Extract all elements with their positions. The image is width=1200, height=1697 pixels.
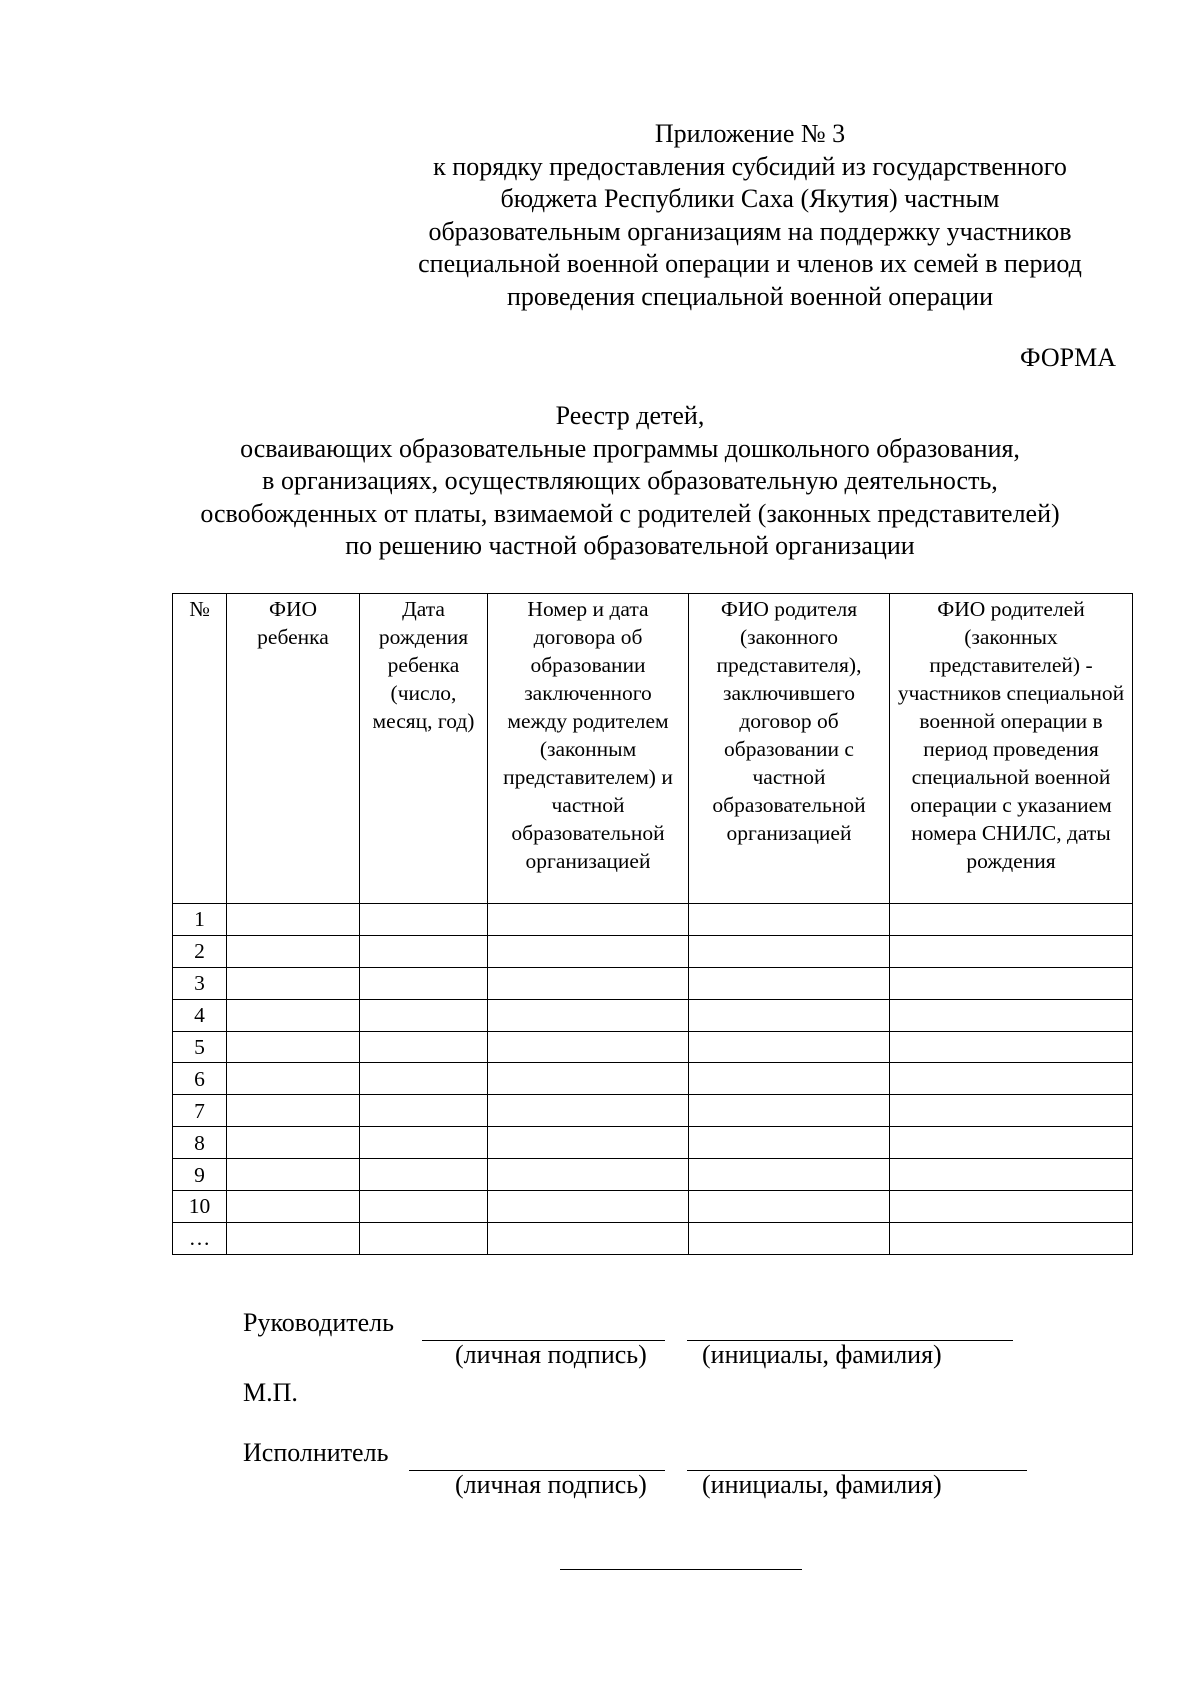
- table-row: [173, 1159, 1133, 1191]
- table-cell[interactable]: [360, 904, 488, 936]
- table-row: [173, 1222, 1133, 1254]
- table-cell[interactable]: [360, 1095, 488, 1127]
- table-cell[interactable]: [689, 1127, 890, 1159]
- header-parent-name: ФИО родителя (законного представителя), заключившего договор об образовании с частной образовательной организацией: [689, 594, 890, 904]
- table-cell[interactable]: [890, 967, 1133, 999]
- table-cell[interactable]: [360, 1191, 488, 1223]
- table-cell[interactable]: [890, 1095, 1133, 1127]
- table-cell[interactable]: [488, 1095, 689, 1127]
- table-cell[interactable]: [360, 1031, 488, 1063]
- table-row: [173, 967, 1133, 999]
- table-cell[interactable]: [890, 1191, 1133, 1223]
- table-cell[interactable]: [890, 1222, 1133, 1254]
- table-row: [173, 999, 1133, 1031]
- table-cell[interactable]: [890, 1031, 1133, 1063]
- closing-line: [560, 1569, 802, 1570]
- row-number: 10: [173, 1191, 227, 1223]
- table-cell[interactable]: [890, 1159, 1133, 1191]
- table-cell[interactable]: [488, 1159, 689, 1191]
- table-row: [173, 1127, 1133, 1159]
- table-cell[interactable]: [227, 1095, 360, 1127]
- registry-title-line: по решению частной образовательной организации: [345, 531, 915, 560]
- head-signature-caption: (личная подпись): [455, 1340, 647, 1369]
- appendix-line: проведения специальной военной операции: [507, 281, 993, 311]
- executor-label: Исполнитель: [243, 1438, 389, 1467]
- table-row: [173, 935, 1133, 967]
- header-child-name: ФИО ребенка: [227, 594, 360, 904]
- row-number: 8: [173, 1127, 227, 1159]
- header-contract: Номер и дата договора об образовании заключенного между родителем (законным представителем) и частной образовательной организацией: [488, 594, 689, 904]
- table-cell[interactable]: [689, 935, 890, 967]
- table-row: [173, 1031, 1133, 1063]
- row-number: 3: [173, 967, 227, 999]
- table-cell[interactable]: [890, 1063, 1133, 1095]
- table-cell[interactable]: [689, 1159, 890, 1191]
- registry-title-line: осваивающих образовательные программы дошкольного образования,: [240, 433, 1020, 463]
- row-number: 4: [173, 999, 227, 1031]
- appendix-header: [390, 118, 1110, 313]
- table-cell[interactable]: [488, 1031, 689, 1063]
- table-cell[interactable]: [488, 1191, 689, 1223]
- table-cell[interactable]: [890, 904, 1133, 936]
- table-cell[interactable]: [689, 999, 890, 1031]
- head-label: Руководитель: [243, 1308, 394, 1337]
- table-cell[interactable]: [227, 967, 360, 999]
- table-cell[interactable]: [488, 935, 689, 967]
- table-cell[interactable]: [360, 967, 488, 999]
- table-body: [173, 904, 1133, 1255]
- table-cell[interactable]: [689, 967, 890, 999]
- row-number: 7: [173, 1095, 227, 1127]
- table-cell[interactable]: [488, 1127, 689, 1159]
- table-cell[interactable]: [488, 904, 689, 936]
- table-cell[interactable]: [360, 1159, 488, 1191]
- row-number: 1: [173, 904, 227, 936]
- table-cell[interactable]: [360, 935, 488, 967]
- appendix-line: к порядку предоставления субсидий из государственного: [433, 151, 1067, 181]
- table-cell[interactable]: [890, 1127, 1133, 1159]
- table-row: [173, 1191, 1133, 1223]
- table-cell[interactable]: [488, 999, 689, 1031]
- table-cell[interactable]: [488, 967, 689, 999]
- header-birth-date: Дата рождения ребенка (число, месяц, год): [360, 594, 488, 904]
- table-cell[interactable]: [360, 1222, 488, 1254]
- table-cell[interactable]: [689, 1031, 890, 1063]
- table-cell[interactable]: [890, 999, 1133, 1031]
- appendix-line: Приложение № 3: [654, 119, 846, 148]
- table-row: [173, 1095, 1133, 1127]
- header-svo-parents: ФИО родителей (законных представителей) - участников специальной военной операции в период проведения специальной военной операции с указанием номера СНИЛС, даты рождения: [890, 594, 1133, 904]
- row-number: 6: [173, 1063, 227, 1095]
- table-cell[interactable]: [488, 1222, 689, 1254]
- table-cell[interactable]: [227, 1159, 360, 1191]
- registry-title: [140, 400, 1120, 563]
- table-cell[interactable]: [689, 904, 890, 936]
- table-cell[interactable]: [689, 1191, 890, 1223]
- registry-title-line: в организациях, осуществляющих образовательную деятельность,: [262, 466, 998, 495]
- table-cell[interactable]: [227, 1127, 360, 1159]
- header-number: №: [173, 594, 227, 904]
- table-cell[interactable]: [227, 935, 360, 967]
- registry-title-line: Реестр детей,: [555, 401, 705, 430]
- table-row: [173, 1063, 1133, 1095]
- table-cell[interactable]: [227, 1031, 360, 1063]
- executor-name-caption: (инициалы, фамилия): [702, 1470, 942, 1499]
- registry-table: [172, 593, 1133, 1255]
- table-cell[interactable]: [360, 1127, 488, 1159]
- table-row: [173, 904, 1133, 936]
- appendix-line: специальной военной операции и членов их семей в период: [418, 249, 1082, 278]
- table-cell[interactable]: [227, 1222, 360, 1254]
- head-name-caption: (инициалы, фамилия): [702, 1340, 942, 1369]
- table-header-row: [173, 594, 1133, 904]
- table-cell[interactable]: [360, 999, 488, 1031]
- appendix-line: образовательным организациям на поддержку участников: [428, 216, 1072, 246]
- row-number: 2: [173, 935, 227, 967]
- stamp-label: М.П.: [243, 1378, 298, 1407]
- table-cell[interactable]: [227, 1191, 360, 1223]
- table-cell[interactable]: [689, 1063, 890, 1095]
- table-cell[interactable]: [227, 1063, 360, 1095]
- table-cell[interactable]: [488, 1063, 689, 1095]
- table-cell[interactable]: [689, 1095, 890, 1127]
- registry-title-line: освобожденных от платы, взимаемой с родителей (законных представителей): [200, 498, 1060, 528]
- appendix-line: бюджета Республики Саха (Якутия) частным: [500, 184, 1000, 213]
- executor-signature-caption: (личная подпись): [455, 1470, 647, 1499]
- form-label: ФОРМА: [1020, 343, 1116, 372]
- row-number: …: [173, 1222, 227, 1254]
- table-cell[interactable]: [360, 1063, 488, 1095]
- table-cell[interactable]: [227, 999, 360, 1031]
- table-cell[interactable]: [227, 904, 360, 936]
- table-cell[interactable]: [890, 935, 1133, 967]
- table-cell[interactable]: [689, 1222, 890, 1254]
- row-number: 9: [173, 1159, 227, 1191]
- row-number: 5: [173, 1031, 227, 1063]
